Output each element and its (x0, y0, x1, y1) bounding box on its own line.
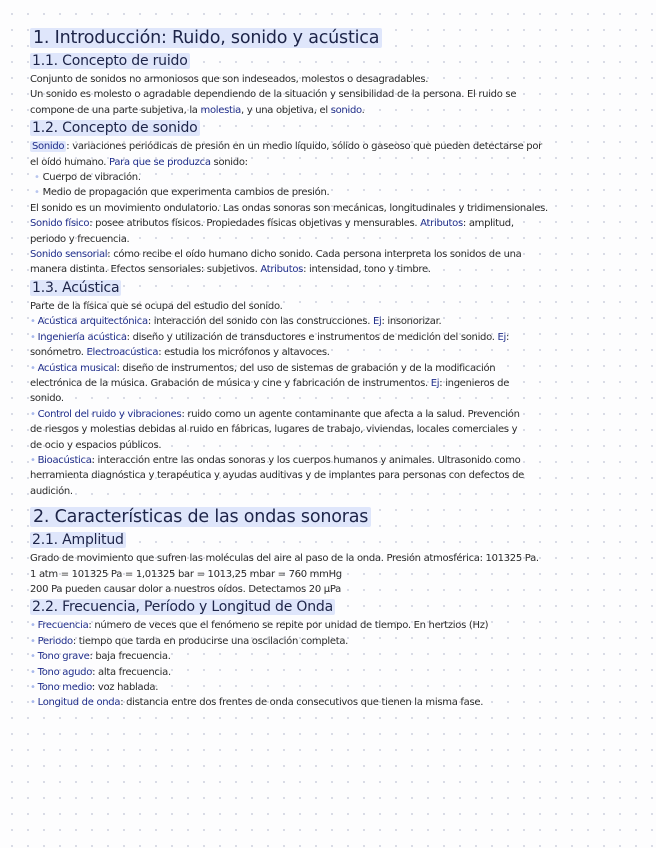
subsection-2-1-title: 2.1. Amplitud (32, 532, 124, 549)
text-line: audición. (30, 485, 73, 497)
text-line: 1 atm = 101325 Pa = 1,01325 bar = 1013,25 mbar = 760 mmHg (30, 568, 342, 580)
list-item: • Bioacústica: interacción entre las ondas sonoras y los cuerpos humanos y animales. Ultrasonido como (30, 453, 644, 468)
text-line: Sonido sensorial: cómo recibe el oído humano dicho sonido. Cada persona interpreta los sonidos de una (30, 249, 522, 261)
term-sonido-sensorial: Sonido sensorial (30, 249, 108, 261)
term-frecuencia: Frecuencia (37, 620, 89, 632)
list-item: • Longitud de onda: distancia entre dos frentes de onda consecutivos que tienen la misma fase. (30, 695, 644, 710)
term-ej: Ej (372, 316, 382, 328)
term-atributos: Atributos (420, 218, 463, 230)
term-sonido: Sonido (32, 141, 65, 153)
list-item: • Periodo: tiempo que tarda en producirse una oscilación completa. (30, 634, 644, 649)
term-ej: Ej (497, 331, 507, 343)
text-line: manera distinta. Efectos sensoriales: subjetivos. Atributos: intensidad, tono y timbre. (30, 264, 431, 276)
term-ej: Ej (430, 377, 440, 389)
term-longitud-onda: Longitud de onda (37, 697, 121, 709)
list-item: • Medio de propagación que experimenta cambios de presión. (30, 185, 644, 200)
text-line: compone de una parte subjetiva, la molestia, y una objetiva, el sonido. (30, 104, 365, 116)
text-line: Grado de movimiento que sufren las moléculas del aire al paso de la onda. Presión atmosférica: 101325 Pa. (30, 553, 539, 565)
term-sonido-fisico: Sonido físico (30, 218, 90, 230)
text-line: 200 Pa pueden causar dolor a nuestros oídos. Detectamos 20 µPa (30, 583, 341, 595)
text-line: Parte de la física que se ocupa del estudio del sonido. (30, 300, 283, 312)
term-para-que: Para que se produzca (109, 156, 211, 168)
text-line: El sonido es un movimiento ondulatorio. Las ondas sonoras son mecánicas, longitudinales y tridimensionales. (30, 202, 548, 214)
subsection-1-2-title: 1.2. Concepto de sonido (32, 120, 198, 137)
term-electroacustica: Electroacústica (86, 347, 159, 359)
text-line: periodo y frecuencia. (30, 233, 130, 245)
subsection-2-2-title: 2.2. Frecuencia, Período y Longitud de Onda (32, 599, 333, 616)
text-line: Un sonido es molesto o agradable dependiendo de la situación y sensibilidad de la persona. El ruido se (30, 89, 517, 101)
list-item: • Acústica musical: diseño de instrumentos, del uso de sistemas de grabación y de la modificación (30, 361, 644, 376)
term-tono-grave: Tono grave (37, 651, 90, 663)
term-atributos: Atributos (260, 264, 304, 276)
list-item: • Tono medio: voz hablada. (30, 680, 644, 695)
section-1-title: 1. Introducción: Ruido, sonido y acústica (30, 26, 644, 50)
term-molestia: molestia (200, 104, 241, 116)
text-line: Sonido físico: posee atributos físicos. Propiedades físicas objetivas y mensurables. Atributos: amplitud, (30, 218, 514, 230)
text-line: herramienta diagnóstica y terapéutica y ayudas auditivas y de implantes para personas con defectos de (30, 470, 524, 482)
text-line: de riesgos y molestias debidas al ruido en fábricas, lugares de trabajo, viviendas, locales comerciales y (30, 424, 518, 436)
text-line: Conjunto de sonidos no armoniosos que son indeseados, molestos o desagradables. (30, 74, 429, 85)
subsection-1-3-title: 1.3. Acústica (32, 279, 120, 296)
list-item: • Acústica arquitectónica: interacción del sonido con las construcciones. Ej: insonorizar. (30, 314, 644, 329)
term-ingenieria-acustica: Ingeniería acústica (37, 331, 127, 343)
term-tono-agudo: Tono agudo (37, 666, 93, 678)
text-line: electrónica de la música. Grabación de música y cine y fabricación de instrumentos. Ej: ingenieros de (30, 377, 510, 389)
text-line: el oído humano. Para que se produzca sonido: (30, 156, 248, 168)
text-line: Sonido : variaciones periódicas de presión en un medio líquido, sólido o gaseoso que pueden detectarse por (32, 141, 542, 153)
term-tono-medio: Tono medio (37, 682, 92, 693)
term-control-ruido: Control del ruido y vibraciones (37, 408, 182, 420)
list-item: • Ingeniería acústica: diseño y utilización de transductores e instrumentos de medición del sonido. Ej: (30, 330, 644, 345)
term-sonido: sonido (330, 104, 362, 116)
term-periodo: Periodo (37, 635, 73, 647)
list-item: • Control del ruido y vibraciones: ruido como un agente contaminante que afecta a la salud. Prevención (30, 407, 644, 422)
list-item: • Tono grave: baja frecuencia. (30, 649, 644, 664)
term-acustica-musical: Acústica musical (37, 362, 117, 374)
text-line: sonómetro. Electroacústica: estudia los micrófonos y altavoces. (30, 347, 330, 359)
text-line: de ocio y espacios públicos. (30, 439, 162, 451)
text-line: sonido. (30, 393, 64, 405)
list-item: • Frecuencia: número de veces que el fenómeno se repite por unidad de tiempo. En hertzios (Hz) (30, 618, 644, 633)
list-item: • Cuerpo de vibración. (30, 170, 644, 185)
term-acustica-arquitectonica: Acústica arquitectónica (37, 316, 148, 328)
section-2-title: 2. Características de las ondas sonoras (30, 505, 644, 529)
subsection-1-1-title: 1.1. Concepto de ruido (32, 53, 188, 69)
term-bioacustica: Bioacústica (37, 454, 92, 466)
list-item: • Tono agudo: alta frecuencia. (30, 665, 644, 680)
